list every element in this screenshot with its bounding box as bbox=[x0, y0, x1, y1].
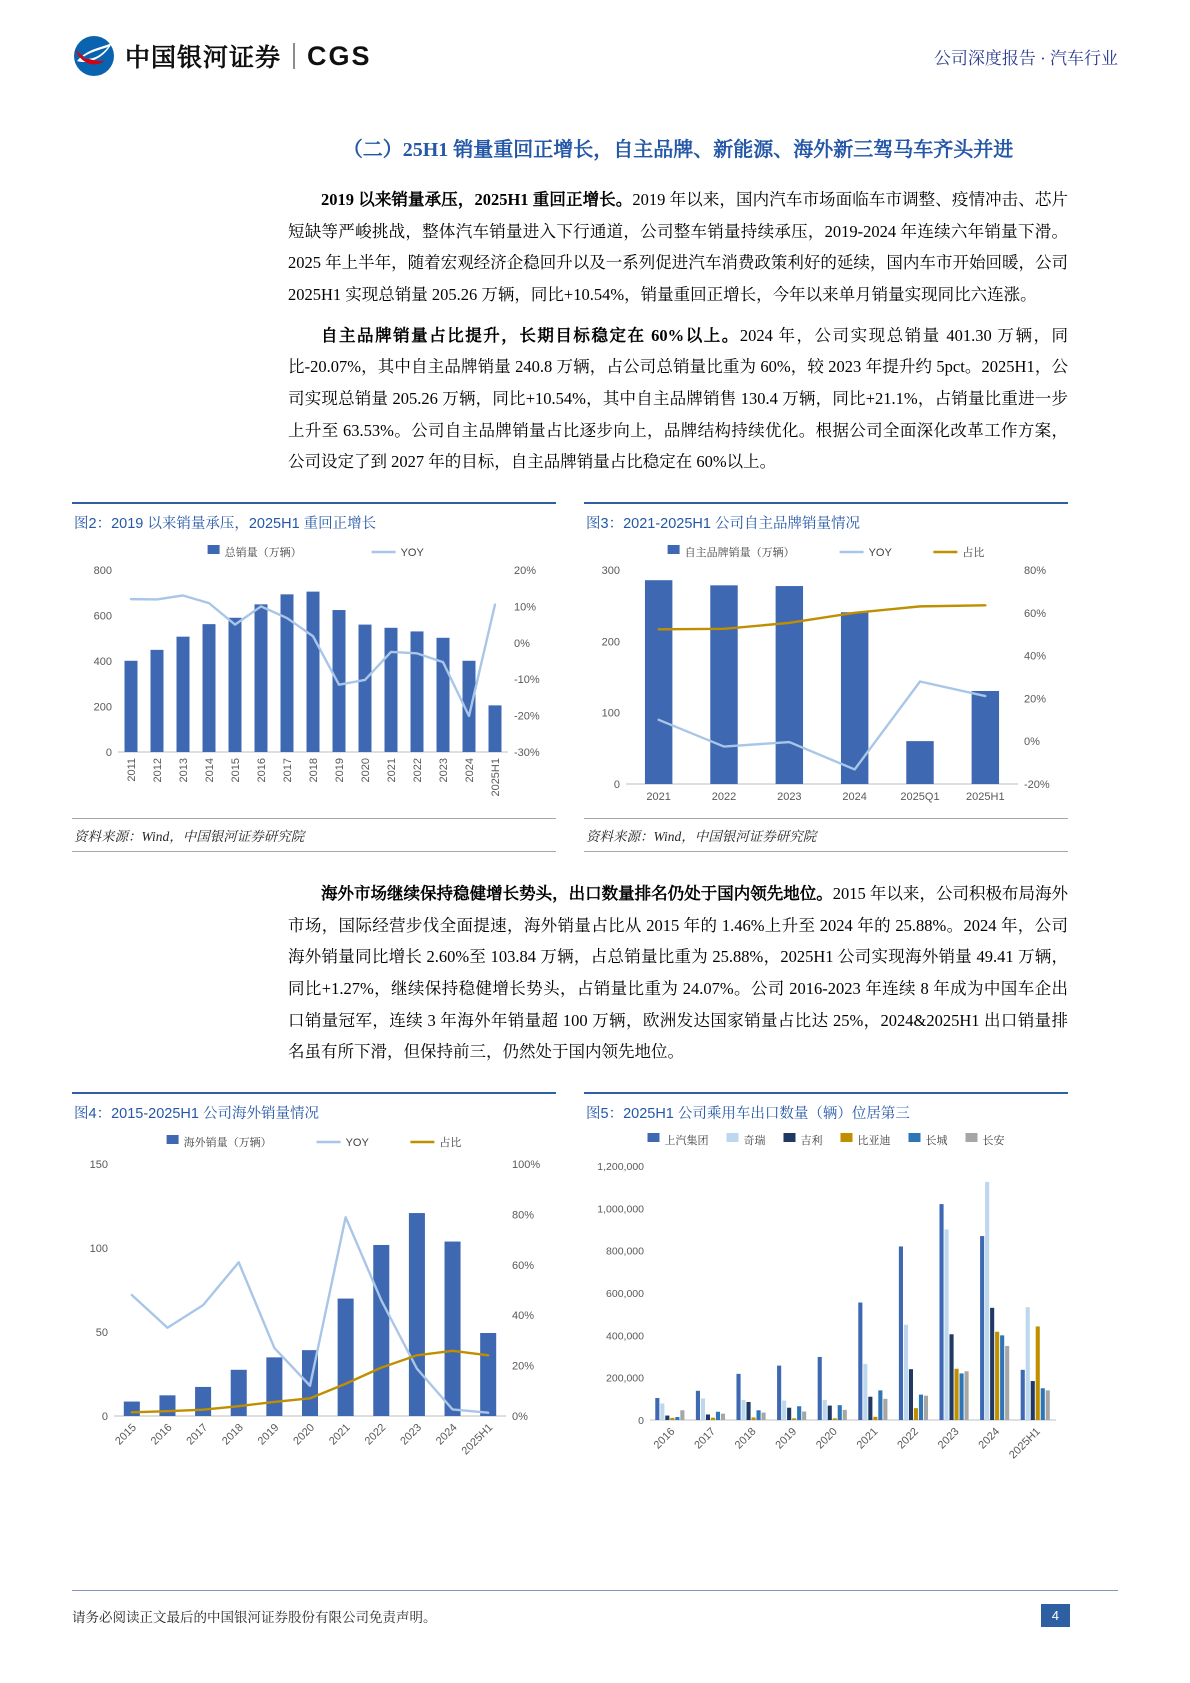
paragraph-2-lead: 自主品牌销量占比提升，长期目标稳定在 60%以上。 bbox=[321, 325, 740, 345]
svg-text:80%: 80% bbox=[512, 1209, 535, 1222]
svg-text:100: 100 bbox=[601, 707, 620, 720]
svg-text:2019: 2019 bbox=[773, 1425, 800, 1452]
svg-text:2018: 2018 bbox=[220, 1421, 246, 1448]
figure-5 bbox=[584, 1092, 1068, 1470]
figure-3-chart bbox=[584, 540, 1068, 812]
svg-text:2024: 2024 bbox=[464, 758, 476, 783]
page-footer bbox=[0, 1590, 1190, 1627]
chart-legend bbox=[208, 545, 425, 559]
svg-text:400,000: 400,000 bbox=[606, 1330, 644, 1343]
svg-text:-30%: -30% bbox=[514, 747, 540, 760]
svg-text:0: 0 bbox=[638, 1415, 644, 1428]
svg-text:60%: 60% bbox=[1024, 607, 1047, 620]
paragraph-2-body: 2024 年，公司实现总销量 401.30 万辆，同比-20.07%，其中自主品牌销量 240.8 万辆，占公司总销量比重为 60%，较 2023 年提升约 5pct。2025H1，公司实现总销量 205.26 万辆，同比+10.54%，其中自主品牌销售 130.4 万辆，同比+21.1%，占销量比重进一步上升至 63.53%。公司自主品牌销量占比逐步向上，品牌结构持续优化。根据公司全面深化改革工作方案，公司设定了到 2027 年的目标，自主品牌销量占比稳定在 60%以上。 bbox=[288, 325, 1069, 472]
line-series bbox=[659, 605, 986, 629]
svg-text:总销量（万辆）: 总销量（万辆） bbox=[224, 547, 302, 560]
galaxy-logo-icon bbox=[72, 34, 116, 78]
figure-4-caption: 图4：2015-2025H1 公司海外销量情况 bbox=[72, 1092, 556, 1130]
svg-text:2017: 2017 bbox=[692, 1425, 719, 1452]
figures-row-1 bbox=[72, 502, 1118, 852]
svg-text:2017: 2017 bbox=[184, 1421, 211, 1448]
bar-series bbox=[125, 592, 502, 752]
svg-text:2017: 2017 bbox=[282, 758, 294, 783]
svg-text:2025Q1: 2025Q1 bbox=[900, 791, 940, 804]
svg-text:2016: 2016 bbox=[148, 1421, 175, 1448]
svg-text:-20%: -20% bbox=[514, 710, 540, 723]
svg-text:吉利: 吉利 bbox=[800, 1135, 823, 1148]
svg-text:占比: 占比 bbox=[439, 1137, 462, 1150]
footer-disclaimer: 请务必阅读正文最后的中国银河证券股份有限公司免责声明。 bbox=[72, 1609, 437, 1625]
svg-text:2016: 2016 bbox=[651, 1425, 678, 1452]
svg-text:200: 200 bbox=[601, 636, 620, 649]
section-title: （二）25H1 销量重回正增长，自主品牌、新能源、海外新三驾马车齐头并进 bbox=[342, 139, 1014, 161]
svg-text:600: 600 bbox=[93, 610, 112, 623]
svg-text:2025H1: 2025H1 bbox=[459, 1421, 496, 1458]
svg-text:2018: 2018 bbox=[732, 1425, 759, 1452]
svg-text:2022: 2022 bbox=[895, 1425, 922, 1452]
svg-text:2025H1: 2025H1 bbox=[966, 791, 1005, 804]
svg-text:占比: 占比 bbox=[962, 547, 985, 560]
svg-text:长安: 长安 bbox=[982, 1135, 1005, 1148]
svg-text:上汽集团: 上汽集团 bbox=[664, 1135, 709, 1148]
figure-5-chart bbox=[584, 1130, 1068, 1470]
svg-text:800,000: 800,000 bbox=[606, 1245, 644, 1258]
svg-text:比亚迪: 比亚迪 bbox=[857, 1135, 891, 1148]
body-text-block-1 bbox=[288, 184, 1068, 478]
svg-text:2024: 2024 bbox=[433, 1421, 460, 1448]
svg-text:2014: 2014 bbox=[204, 758, 216, 783]
chart-legend bbox=[648, 1133, 1005, 1147]
report-type-label: 公司深度报告 · 汽车行业 bbox=[933, 48, 1118, 68]
chart-legend bbox=[167, 1135, 462, 1149]
svg-text:2021: 2021 bbox=[386, 758, 398, 783]
svg-text:2021: 2021 bbox=[854, 1425, 881, 1452]
svg-text:50: 50 bbox=[95, 1327, 108, 1340]
svg-text:2025H1: 2025H1 bbox=[490, 758, 502, 797]
svg-text:2020: 2020 bbox=[291, 1421, 318, 1448]
svg-text:长城: 长城 bbox=[925, 1135, 948, 1148]
paragraph-1 bbox=[288, 184, 1068, 311]
svg-text:2021: 2021 bbox=[646, 791, 671, 804]
svg-text:0: 0 bbox=[613, 779, 620, 792]
brand-name-en: CGS bbox=[307, 40, 372, 71]
svg-text:2023: 2023 bbox=[777, 791, 802, 804]
figure-5-caption: 图5：2025H1 公司乘用车出口数量（辆）位居第三 bbox=[584, 1092, 1068, 1130]
svg-text:20%: 20% bbox=[514, 565, 537, 578]
svg-text:200,000: 200,000 bbox=[606, 1372, 644, 1385]
svg-text:海外销量（万辆）: 海外销量（万辆） bbox=[183, 1137, 272, 1150]
svg-text:40%: 40% bbox=[1024, 650, 1047, 663]
body-text-block-2 bbox=[288, 878, 1068, 1068]
svg-text:2015: 2015 bbox=[113, 1421, 139, 1448]
bar-series bbox=[660, 1182, 1030, 1420]
svg-text:600,000: 600,000 bbox=[606, 1288, 644, 1301]
svg-text:0: 0 bbox=[101, 1411, 108, 1424]
svg-text:2013: 2013 bbox=[178, 758, 190, 783]
figure-2 bbox=[72, 502, 556, 852]
svg-text:150: 150 bbox=[89, 1159, 108, 1172]
paragraph-3-lead: 海外市场继续保持稳健增长势头，出口数量排名仍处于国内领先地位。 bbox=[321, 884, 833, 904]
svg-text:2024: 2024 bbox=[842, 791, 867, 804]
svg-text:100: 100 bbox=[89, 1243, 108, 1256]
svg-text:2015: 2015 bbox=[230, 758, 242, 783]
svg-text:100%: 100% bbox=[512, 1159, 541, 1172]
figure-2-source: 资料来源：Wind，中国银河证券研究院 bbox=[72, 818, 556, 852]
svg-text:80%: 80% bbox=[1024, 565, 1047, 578]
figure-3-caption: 图3：2021-2025H1 公司自主品牌销量情况 bbox=[584, 502, 1068, 540]
bar-series bbox=[665, 1308, 1035, 1420]
figure-4 bbox=[72, 1092, 556, 1470]
figure-3-source: 资料来源：Wind，中国银河证券研究院 bbox=[584, 818, 1068, 852]
line-series bbox=[132, 1217, 488, 1413]
svg-text:1,000,000: 1,000,000 bbox=[597, 1203, 644, 1216]
svg-text:20%: 20% bbox=[512, 1360, 535, 1373]
svg-text:YOY: YOY bbox=[400, 547, 424, 560]
paragraph-2 bbox=[288, 320, 1068, 478]
svg-text:YOY: YOY bbox=[345, 1137, 369, 1150]
svg-text:300: 300 bbox=[601, 565, 620, 578]
line-series bbox=[659, 682, 986, 770]
brand-name-cn: 中国银河证券 bbox=[125, 44, 282, 72]
svg-text:2022: 2022 bbox=[362, 1421, 389, 1448]
brand-divider bbox=[293, 43, 295, 69]
paragraph-1-body: 2019 年以来，国内汽车市场面临车市调整、疫情冲击、芯片短缺等严峻挑战，整体汽车销量进入下行通道，公司整车销量持续承压，2019-2024 年连续六年销量下滑。2025 年上半年，随着宏观经济企稳回升以及一系列促进汽车消费政策利好的延续，国内车市开始回暖，公司 2025H1 实现总销量 205.26 万辆，同比+10.54%，销量重回正增长，今年以来单月销量实现同比六连涨。 bbox=[288, 190, 1068, 305]
svg-text:2021: 2021 bbox=[326, 1421, 353, 1448]
svg-text:200: 200 bbox=[93, 701, 112, 714]
svg-text:40%: 40% bbox=[512, 1310, 535, 1323]
svg-text:20%: 20% bbox=[1024, 693, 1047, 706]
svg-text:-20%: -20% bbox=[1024, 779, 1050, 792]
svg-text:2016: 2016 bbox=[256, 758, 268, 783]
bar-series bbox=[670, 1327, 1040, 1421]
paragraph-1-lead: 2019 以来销量承压，2025H1 重回正增长。 bbox=[321, 190, 633, 209]
svg-text:800: 800 bbox=[93, 565, 112, 578]
figures-row-2 bbox=[72, 1092, 1118, 1470]
svg-text:10%: 10% bbox=[514, 601, 537, 614]
svg-text:0%: 0% bbox=[1024, 736, 1040, 749]
brand-logo bbox=[72, 34, 372, 78]
svg-text:2025H1: 2025H1 bbox=[1007, 1425, 1043, 1462]
svg-text:2018: 2018 bbox=[308, 758, 320, 783]
svg-text:2023: 2023 bbox=[935, 1425, 962, 1452]
svg-text:YOY: YOY bbox=[868, 547, 892, 560]
paragraph-3 bbox=[288, 878, 1068, 1068]
svg-text:1,200,000: 1,200,000 bbox=[597, 1161, 644, 1174]
svg-text:2022: 2022 bbox=[711, 791, 737, 804]
page-header bbox=[0, 0, 1190, 78]
svg-text:0%: 0% bbox=[512, 1411, 528, 1424]
svg-text:2011: 2011 bbox=[126, 758, 138, 782]
figure-3 bbox=[584, 502, 1068, 852]
figure-2-chart bbox=[72, 540, 556, 812]
svg-text:自主品牌销量（万辆）: 自主品牌销量（万辆） bbox=[684, 547, 795, 560]
svg-text:0: 0 bbox=[105, 747, 112, 760]
svg-text:2012: 2012 bbox=[152, 758, 164, 783]
svg-text:-10%: -10% bbox=[514, 674, 540, 687]
page-number-badge: 4 bbox=[1041, 1604, 1070, 1627]
svg-text:2024: 2024 bbox=[976, 1425, 1003, 1452]
svg-text:400: 400 bbox=[93, 656, 112, 669]
paragraph-3-body: 2015 年以来，公司积极布局海外市场，国际经营步伐全面提速，海外销量占比从 2015 年的 1.46%上升至 2024 年的 25.88%。2024 年，公司海外销量同比增长 2.60%至 103.84 万辆，占总销量比重为 25.88%，2025H1 公司实现海外销量 49.41 万辆，同比+1.27%，继续保持稳健增长势头，占销量比重为 24.07%。公司 2016-2023 年连续 8 年成为中国车企出口销量冠军，连续 3 年海外年销量超 100 万辆，欧洲发达国家销量占比达 25%，2024&2025H1 出口销量排名虽有所下滑，但保持前三，仍然处于国内领先地位。 bbox=[288, 884, 1069, 1062]
svg-text:0%: 0% bbox=[514, 637, 530, 650]
svg-text:2019: 2019 bbox=[255, 1421, 282, 1448]
figure-4-chart bbox=[72, 1130, 556, 1470]
svg-text:2020: 2020 bbox=[814, 1425, 840, 1452]
svg-text:2019: 2019 bbox=[334, 758, 346, 783]
svg-text:60%: 60% bbox=[512, 1259, 535, 1272]
svg-text:2023: 2023 bbox=[398, 1421, 425, 1448]
bar-series bbox=[645, 580, 999, 784]
figure-2-caption: 图2：2019 以来销量承压，2025H1 重回正增长 bbox=[72, 502, 556, 540]
svg-text:2020: 2020 bbox=[360, 758, 372, 783]
svg-text:2023: 2023 bbox=[438, 758, 450, 783]
footer-divider bbox=[72, 1590, 1118, 1591]
svg-text:2022: 2022 bbox=[412, 758, 424, 783]
svg-text:奇瑞: 奇瑞 bbox=[743, 1135, 766, 1148]
bar-series bbox=[655, 1204, 1025, 1420]
chart-legend bbox=[668, 545, 985, 559]
